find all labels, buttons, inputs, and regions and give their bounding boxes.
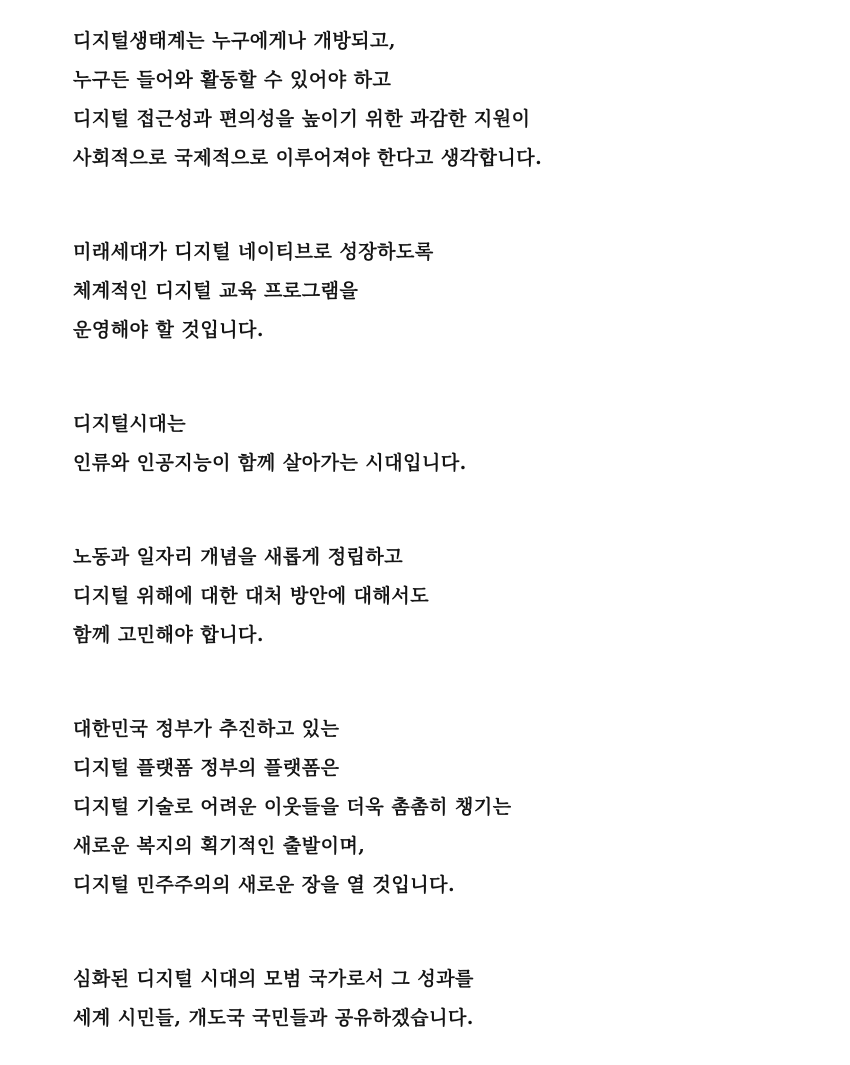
text-line: 디지털 위해에 대한 대처 방안에 대해서도 (73, 585, 430, 607)
paragraph-digital-ecosystem (73, 22, 813, 178)
text-line: 세계 시민들, 개도국 국민들과 공유하겠습니다. (73, 1007, 474, 1029)
text-line: 사회적으로 국제적으로 이루어져야 한다고 생각합니다. (73, 147, 543, 169)
paragraph-digital-education (73, 233, 813, 350)
paragraph-spacer (73, 350, 813, 405)
paragraph-digital-era (73, 405, 813, 483)
text-line: 디지털시대는 (73, 413, 187, 435)
text-line: 디지털 접근성과 편의성을 높이기 위한 과감한 지원이 (73, 108, 531, 130)
text-line: 운영해야 할 것입니다. (73, 319, 265, 341)
text-line: 디지털 플랫폼 정부의 플랫폼은 (73, 757, 340, 779)
text-line: 노동과 일자리 개념을 새롭게 정립하고 (73, 546, 404, 568)
text-line: 대한민국 정부가 추진하고 있는 (73, 718, 340, 740)
text-line: 디지털생태계는 누구에게나 개방되고, (73, 30, 397, 52)
text-line: 함께 고민해야 합니다. (73, 624, 265, 646)
text-line: 누구든 들어와 활동할 수 있어야 하고 (73, 69, 392, 91)
text-line: 심화된 디지털 시대의 모범 국가로서 그 성과를 (73, 968, 474, 990)
text-line: 인류와 인공지능이 함께 살아가는 시대입니다. (73, 452, 467, 474)
document-body (73, 22, 813, 1038)
text-line: 새로운 복지의 획기적인 출발이며, (73, 835, 366, 857)
paragraph-spacer (73, 483, 813, 538)
paragraph-spacer (73, 178, 813, 233)
text-line: 미래세대가 디지털 네이티브로 성장하도록 (73, 241, 434, 263)
text-line: 디지털 민주주의의 새로운 장을 열 것입니다. (73, 874, 456, 896)
text-line: 체계적인 디지털 교육 프로그램을 (73, 280, 359, 302)
paragraph-model-nation (73, 960, 813, 1038)
paragraph-spacer (73, 655, 813, 710)
paragraph-labor-and-jobs (73, 538, 813, 655)
paragraph-digital-platform-government (73, 710, 813, 905)
text-line: 디지털 기술로 어려운 이웃들을 더욱 촘촘히 챙기는 (73, 796, 512, 818)
paragraph-spacer (73, 905, 813, 960)
